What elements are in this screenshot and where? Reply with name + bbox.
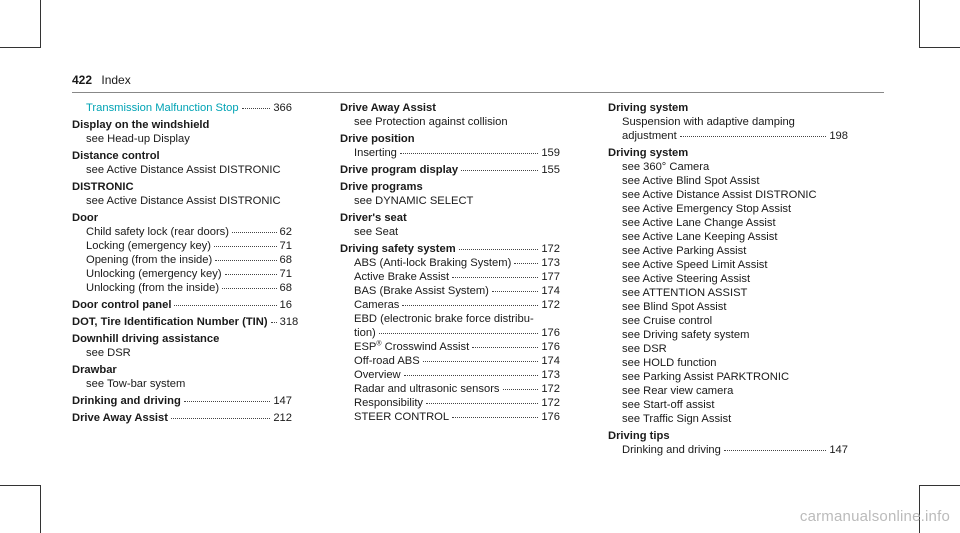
index-subentry: [608, 314, 848, 328]
index-subentry: [608, 230, 848, 244]
index-entry: [72, 211, 292, 295]
page-header: [72, 73, 131, 87]
index-entry: [340, 163, 560, 177]
dot-leader: [724, 450, 826, 451]
page-reference: 71: [279, 268, 292, 280]
entry-label: ABS (Anti-lock Braking System): [354, 257, 512, 269]
entry-label: Child safety lock (rear doors): [86, 226, 230, 238]
index-subentry: [608, 412, 848, 426]
index-heading: [72, 149, 292, 163]
index-subentry: [608, 384, 848, 398]
entry-text: [622, 300, 726, 314]
entry-label: Opening (from the inside): [86, 254, 213, 266]
index-subentry: [340, 312, 560, 326]
page-reference: 68: [279, 282, 292, 294]
entry-text: [340, 132, 415, 146]
entry-label: Locking (emergency key): [86, 240, 211, 252]
index-subentry: [340, 284, 560, 298]
entry-text: [622, 129, 677, 143]
entry-label: see Cruise control: [622, 315, 713, 327]
index-heading: [340, 101, 560, 115]
index-subentry: [608, 328, 848, 342]
entry-label: Unlocking (from the inside): [86, 282, 220, 294]
entry-label: see Active Distance Assist DISTRONIC: [86, 195, 281, 207]
page-reference: 366: [273, 102, 292, 114]
entry-text: [622, 174, 759, 188]
index-heading: [340, 242, 560, 256]
index-heading: [340, 132, 560, 146]
page-reference: 176: [541, 341, 560, 353]
dot-leader: [452, 417, 538, 418]
entry-label: Responsibility: [354, 397, 424, 409]
entry-text: [622, 314, 712, 328]
index-subentry: [340, 256, 560, 270]
entry-label: see Active Distance Assist DISTRONIC: [86, 164, 281, 176]
dot-leader: [242, 108, 271, 109]
page-reference: 155: [541, 164, 560, 176]
entry-text: [354, 298, 399, 312]
entry-label: see Active Parking Assist: [622, 245, 747, 257]
entry-text: [622, 356, 717, 370]
index-subentry: [72, 377, 292, 391]
entry-text: [340, 101, 436, 115]
page-reference: 212: [273, 412, 292, 424]
index-subentry: [340, 354, 560, 368]
index-heading: [608, 146, 848, 160]
index-subentry: [608, 115, 848, 129]
entry-text: [72, 298, 171, 312]
index-subentry: [340, 340, 560, 354]
entry-label: Door control panel: [72, 299, 172, 311]
registered-mark: ®: [376, 340, 382, 348]
entry-text: [622, 370, 789, 384]
dot-leader: [423, 361, 539, 362]
index-heading: [340, 163, 560, 177]
entry-text: [608, 101, 688, 115]
index-heading: [72, 411, 292, 425]
entry-text: [354, 340, 469, 354]
entry-label: Drinking and driving: [622, 444, 721, 456]
entry-label: Drinking and driving: [72, 395, 181, 407]
index-link-line[interactable]: [72, 101, 292, 115]
index-heading: [72, 118, 292, 132]
dot-leader: [215, 260, 276, 261]
entry-text: [622, 160, 709, 174]
entry-label: Drawbar: [72, 364, 117, 376]
entry-label: Off-road ABS: [354, 355, 420, 367]
index-entry: [72, 149, 292, 177]
watermark: carmanualsonline.info: [799, 508, 950, 525]
entry-label: BAS (Brake Assist System): [354, 285, 489, 297]
index-column-2: [340, 101, 560, 427]
page-number: 422: [72, 73, 93, 87]
page-reference: 172: [541, 383, 560, 395]
entry-label: see Seat: [354, 226, 399, 238]
index-subentry: [608, 443, 848, 457]
entry-label: Suspension with adaptive damping: [622, 116, 795, 128]
index-heading: [340, 180, 560, 194]
index-subentry: [72, 132, 292, 146]
entry-text: [622, 216, 776, 230]
entry-label: Unlocking (emergency key): [86, 268, 222, 280]
page-reference: 62: [279, 226, 292, 238]
entry-label: Distance control: [72, 150, 160, 162]
index-entry: [72, 180, 292, 208]
entry-label: STEER CONTROL: [354, 411, 450, 423]
entry-text: [354, 396, 423, 410]
entry-text: [622, 286, 747, 300]
dot-leader: [184, 401, 271, 402]
index-subentry: [608, 356, 848, 370]
index-subentry: [608, 216, 848, 230]
entry-label: Overview: [354, 369, 401, 381]
index-entry: [340, 180, 560, 208]
entry-label: see Rear view camera: [622, 385, 734, 397]
entry-text: [622, 230, 777, 244]
entry-text: [72, 363, 117, 377]
index-subentry: [340, 270, 560, 284]
entry-text: [72, 180, 134, 194]
page-reference: 147: [829, 444, 848, 456]
entry-label: Drive Away Assist: [72, 412, 168, 424]
index-subentry: [340, 382, 560, 396]
entry-text: [622, 412, 731, 426]
entry-label: Radar and ultrasonic sensors: [354, 383, 500, 395]
entry-text: [354, 146, 397, 160]
index-entry: [72, 411, 292, 425]
entry-label: see Active Lane Change Assist: [622, 217, 776, 229]
dot-leader: [174, 305, 276, 306]
entry-text: [340, 163, 458, 177]
index-subentry: [340, 194, 560, 208]
entry-text: [86, 239, 211, 253]
entry-label: see Parking Assist PARKTRONIC: [622, 371, 790, 383]
entry-text: [72, 149, 160, 163]
entry-text: [354, 194, 473, 208]
dot-leader: [472, 347, 538, 348]
index-heading: [72, 211, 292, 225]
entry-text: [622, 272, 750, 286]
entry-text: [354, 225, 398, 239]
entry-text: [72, 211, 98, 225]
page-reference: 174: [541, 355, 560, 367]
index-heading: [72, 298, 292, 312]
entry-text: [354, 354, 420, 368]
entry-text: [622, 202, 791, 216]
entry-text: [622, 244, 746, 258]
index-heading: [72, 315, 299, 329]
index-heading: [608, 101, 848, 115]
page-reference: 177: [541, 271, 560, 283]
entry-text: [86, 194, 281, 208]
index-entry: [608, 146, 848, 426]
page-reference: 173: [541, 369, 560, 381]
index-entry: [72, 101, 292, 115]
index-entry: [72, 332, 292, 360]
entry-label: Inserting: [354, 147, 397, 159]
entry-label: Active Brake Assist: [354, 271, 450, 283]
page-reference: 71: [279, 240, 292, 252]
index-subentry: [340, 326, 560, 340]
index-heading: [72, 332, 292, 346]
dot-leader: [402, 305, 538, 306]
dot-leader: [461, 170, 538, 171]
page-reference: 172: [541, 243, 560, 255]
entry-label: see HOLD function: [622, 357, 717, 369]
index-entry: [608, 101, 848, 143]
entry-label: Drive Away Assist: [340, 102, 436, 114]
index-entry: [340, 242, 560, 424]
dot-leader: [271, 322, 277, 323]
entry-text: [622, 384, 733, 398]
page-reference: 172: [541, 397, 560, 409]
entry-label: see Active Blind Spot Assist: [622, 175, 760, 187]
crop-mark: [0, 47, 40, 48]
entry-text: [86, 281, 219, 295]
entry-label: see Active Lane Keeping Assist: [622, 231, 778, 243]
entry-label: Cameras: [354, 299, 400, 311]
entry-label: see 360° Camera: [622, 161, 710, 173]
entry-text: [622, 342, 667, 356]
entry-text: [72, 411, 168, 425]
index-heading: [72, 394, 292, 408]
entry-text: [608, 429, 670, 443]
page-reference: 16: [279, 299, 292, 311]
index-subentry: [340, 410, 560, 424]
index-entry: [72, 363, 292, 391]
dot-leader: [225, 274, 277, 275]
entry-text: [354, 368, 401, 382]
entry-label: see Head-up Display: [86, 133, 190, 145]
index-entry: [340, 101, 560, 129]
entry-label: Driver's seat: [340, 212, 407, 224]
index-subentry: [608, 342, 848, 356]
entry-text: [622, 328, 749, 342]
index-subentry: [340, 146, 560, 160]
index-subentry: [340, 115, 560, 129]
entry-label: Drive position: [340, 133, 415, 145]
dot-leader: [400, 153, 538, 154]
entry-label: see Active Distance Assist DISTRONIC: [622, 189, 817, 201]
crop-mark: [0, 485, 40, 486]
index-subentry: [340, 298, 560, 312]
dot-leader: [503, 389, 539, 390]
index-subentry: [72, 281, 292, 295]
entry-label: EBD (electronic brake force distribu-: [354, 313, 534, 325]
index-subentry: [72, 225, 292, 239]
entry-label: see Protection against collision: [354, 116, 508, 128]
entry-label: Transmission Malfunction Stop: [86, 102, 239, 114]
index-heading: [608, 429, 848, 443]
entry-text: [86, 253, 212, 267]
page-reference: 173: [541, 257, 560, 269]
entry-text: [622, 398, 714, 412]
entry-text: [86, 377, 185, 391]
entry-label: see ATTENTION ASSIST: [622, 287, 748, 299]
entry-text: [86, 101, 239, 115]
entry-label: Downhill driving assistance: [72, 333, 220, 345]
entry-text: [354, 312, 534, 326]
entry-text: [72, 332, 219, 346]
entry-text: [354, 270, 449, 284]
entry-text: [340, 180, 423, 194]
index-column-1: [72, 101, 299, 428]
crop-mark: [40, 485, 41, 533]
index-subentry: [608, 370, 848, 384]
dot-leader: [459, 249, 539, 250]
entry-label: see Tow-bar system: [86, 378, 186, 390]
entry-label: ESP: [354, 341, 377, 353]
entry-label: Door: [72, 212, 99, 224]
entry-label: Drive programs: [340, 181, 423, 193]
page-reference: 318: [279, 316, 299, 328]
index-entry: [72, 118, 292, 146]
index-subentry: [608, 129, 848, 143]
crop-mark: [919, 0, 920, 48]
entry-label-cont: Crosswind Assist: [381, 341, 470, 353]
entry-label: Driving tips: [608, 430, 670, 442]
entry-text: [86, 225, 229, 239]
entry-text: [354, 115, 508, 129]
entry-label: DISTRONIC: [72, 181, 134, 193]
index-subentry: [72, 253, 292, 267]
dot-leader: [492, 291, 538, 292]
entry-text: [72, 315, 268, 329]
index-entry: [72, 394, 292, 408]
entry-label: tion): [354, 327, 376, 339]
entry-label: adjustment: [622, 130, 677, 142]
index-subentry: [608, 286, 848, 300]
index-entry: [608, 429, 848, 457]
index-subentry: [608, 244, 848, 258]
entry-label: see Active Steering Assist: [622, 273, 751, 285]
entry-label: see Blind Spot Assist: [622, 301, 727, 313]
header-rule: [72, 92, 884, 93]
index-entry: [340, 211, 560, 239]
index-subentry: [608, 202, 848, 216]
entry-label: Driving system: [608, 102, 689, 114]
entry-label: see DYNAMIC SELECT: [354, 195, 474, 207]
entry-text: [86, 267, 222, 281]
index-subentry: [608, 160, 848, 174]
entry-label: see Active Speed Limit Assist: [622, 259, 768, 271]
entry-label: Drive program display: [340, 164, 459, 176]
index-heading: [340, 211, 560, 225]
index-entry: [72, 315, 299, 329]
entry-text: [86, 163, 281, 177]
dot-leader: [214, 246, 277, 247]
entry-label: see DSR: [622, 343, 667, 355]
entry-text: [608, 146, 688, 160]
index-subentry: [608, 174, 848, 188]
dot-leader: [680, 136, 827, 137]
dot-leader: [426, 403, 538, 404]
index-subentry: [72, 346, 292, 360]
index-heading: [72, 180, 292, 194]
entry-label: see Start-off assist: [622, 399, 715, 411]
page-reference: 172: [541, 299, 560, 311]
dot-leader: [222, 288, 276, 289]
crop-mark: [920, 485, 960, 486]
page-reference: 159: [541, 147, 560, 159]
crop-mark: [40, 0, 41, 48]
entry-text: [340, 242, 456, 256]
index-column-3: [608, 101, 848, 460]
entry-text: [354, 256, 511, 270]
index-heading: [72, 363, 292, 377]
entry-text: [354, 410, 449, 424]
section-title: Index: [101, 73, 131, 87]
entry-label: see Traffic Sign Assist: [622, 413, 732, 425]
page-reference: 198: [829, 130, 848, 142]
entry-text: [354, 284, 489, 298]
entry-label: Driving safety system: [340, 243, 456, 255]
entry-label: Driving system: [608, 147, 689, 159]
entry-label: see Driving safety system: [622, 329, 750, 341]
page-reference: 147: [273, 395, 292, 407]
index-subentry: [340, 368, 560, 382]
dot-leader: [404, 375, 539, 376]
page-reference: 174: [541, 285, 560, 297]
entry-label: DOT, Tire Identification Number (TIN): [72, 316, 268, 328]
entry-text: [72, 118, 209, 132]
dot-leader: [379, 333, 539, 334]
index-subentry: [608, 300, 848, 314]
entry-label: see Active Emergency Stop Assist: [622, 203, 792, 215]
page-reference: 176: [541, 411, 560, 423]
entry-text: [622, 258, 768, 272]
page-reference: 68: [279, 254, 292, 266]
index-subentry: [72, 267, 292, 281]
dot-leader: [171, 418, 270, 419]
index-entry: [340, 132, 560, 160]
index-subentry: [608, 398, 848, 412]
entry-text: [354, 382, 500, 396]
index-subentry: [608, 272, 848, 286]
entry-text: [86, 346, 131, 360]
crop-mark: [920, 47, 960, 48]
index-entry: [72, 298, 292, 312]
index-subentry: [72, 194, 292, 208]
index-subentry: [72, 163, 292, 177]
entry-label: see DSR: [86, 347, 131, 359]
entry-text: [86, 132, 190, 146]
entry-label: Display on the windshield: [72, 119, 210, 131]
index-subentry: [608, 258, 848, 272]
dot-leader: [232, 232, 277, 233]
entry-text: [622, 188, 817, 202]
page-reference: 176: [541, 327, 560, 339]
index-subentry: [340, 225, 560, 239]
dot-leader: [452, 277, 538, 278]
index-subentry: [608, 188, 848, 202]
index-subentry: [72, 239, 292, 253]
index-subentry: [340, 396, 560, 410]
entry-text: [354, 326, 376, 340]
entry-text: [622, 443, 721, 457]
entry-text: [622, 115, 795, 129]
entry-text: [72, 394, 181, 408]
dot-leader: [514, 263, 538, 264]
entry-text: [340, 211, 407, 225]
